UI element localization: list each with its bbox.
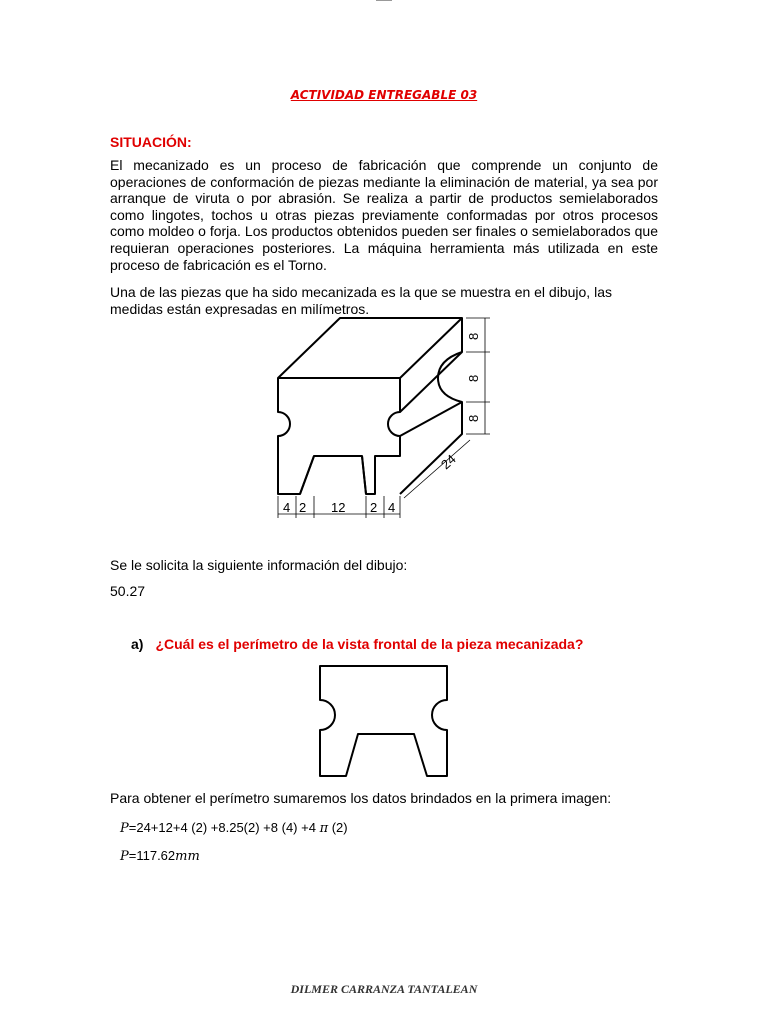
top-mark bbox=[376, 0, 392, 1]
piece-paragraph: Una de las piezas que ha sido mecanizada es la que se muestra en el dibujo, las medidas están expresadas en milímetros. bbox=[110, 284, 612, 317]
dim-bottom-4: 2 bbox=[370, 500, 378, 515]
dim-bottom-5: 4 bbox=[388, 500, 396, 515]
front-face bbox=[278, 378, 400, 494]
question-letter: a) bbox=[131, 636, 144, 652]
value-line: 50.27 bbox=[110, 583, 146, 599]
formula-1 bbox=[120, 820, 348, 836]
formula-1-tail: (2) bbox=[328, 820, 348, 835]
dim-depth: 24 bbox=[437, 451, 459, 473]
isometric-drawing bbox=[260, 310, 500, 520]
formula-1-pi: π bbox=[319, 821, 329, 836]
formula-2-var: P bbox=[120, 849, 129, 864]
formula-1-var: P bbox=[120, 821, 129, 836]
top-face bbox=[278, 318, 462, 378]
footer-author: DILMER CARRANZA TANTALEAN bbox=[290, 982, 478, 996]
formula-2 bbox=[120, 848, 200, 864]
dim-right-1: 8 bbox=[466, 332, 481, 340]
front-view-drawing bbox=[310, 658, 460, 783]
explanation-line: Para obtener el perímetro sumaremos los datos brindados en la primera imagen: bbox=[110, 790, 612, 806]
intro-paragraph: El mecanizado es un proceso de fabricación que comprende un conjunto de operaciones de conformación de piezas mediante la eliminación de material, ya sea por arranque de viruta o por abrasión. Se realiza a partir de productos semielaborados como lingotes, tochos u otras piezas previamente conformadas por otros procesos como moldeo o forja. Los productos obtenidos pueden ser finales o semielaborados que requieran operaciones posteriores. La máquina herramienta más utilizada en este proceso de fabricación es el Torno. bbox=[110, 157, 658, 273]
request-line: Se le solicita la siguiente información del dibujo: bbox=[110, 557, 408, 573]
page-title: ACTIVIDAD ENTREGABLE 03 bbox=[290, 88, 478, 102]
dim-bottom-3: 12 bbox=[331, 500, 346, 515]
dim-right-3: 8 bbox=[466, 414, 481, 422]
formula-2-unit: mm bbox=[175, 849, 200, 864]
formula-1-expr: =24+12+4 (2) +8.25(2) +8 (4) +4 bbox=[128, 820, 320, 835]
dim-right-2: 8 bbox=[466, 374, 481, 382]
question-a bbox=[131, 636, 583, 652]
dim-bottom-1: 4 bbox=[283, 500, 291, 515]
dim-bottom-2: 2 bbox=[299, 500, 307, 515]
question-text: ¿Cuál es el perímetro de la vista frontal de la pieza mecanizada? bbox=[155, 636, 584, 652]
section-heading: SITUACIÓN: bbox=[110, 134, 192, 150]
formula-2-expr: =117.62 bbox=[128, 848, 176, 863]
